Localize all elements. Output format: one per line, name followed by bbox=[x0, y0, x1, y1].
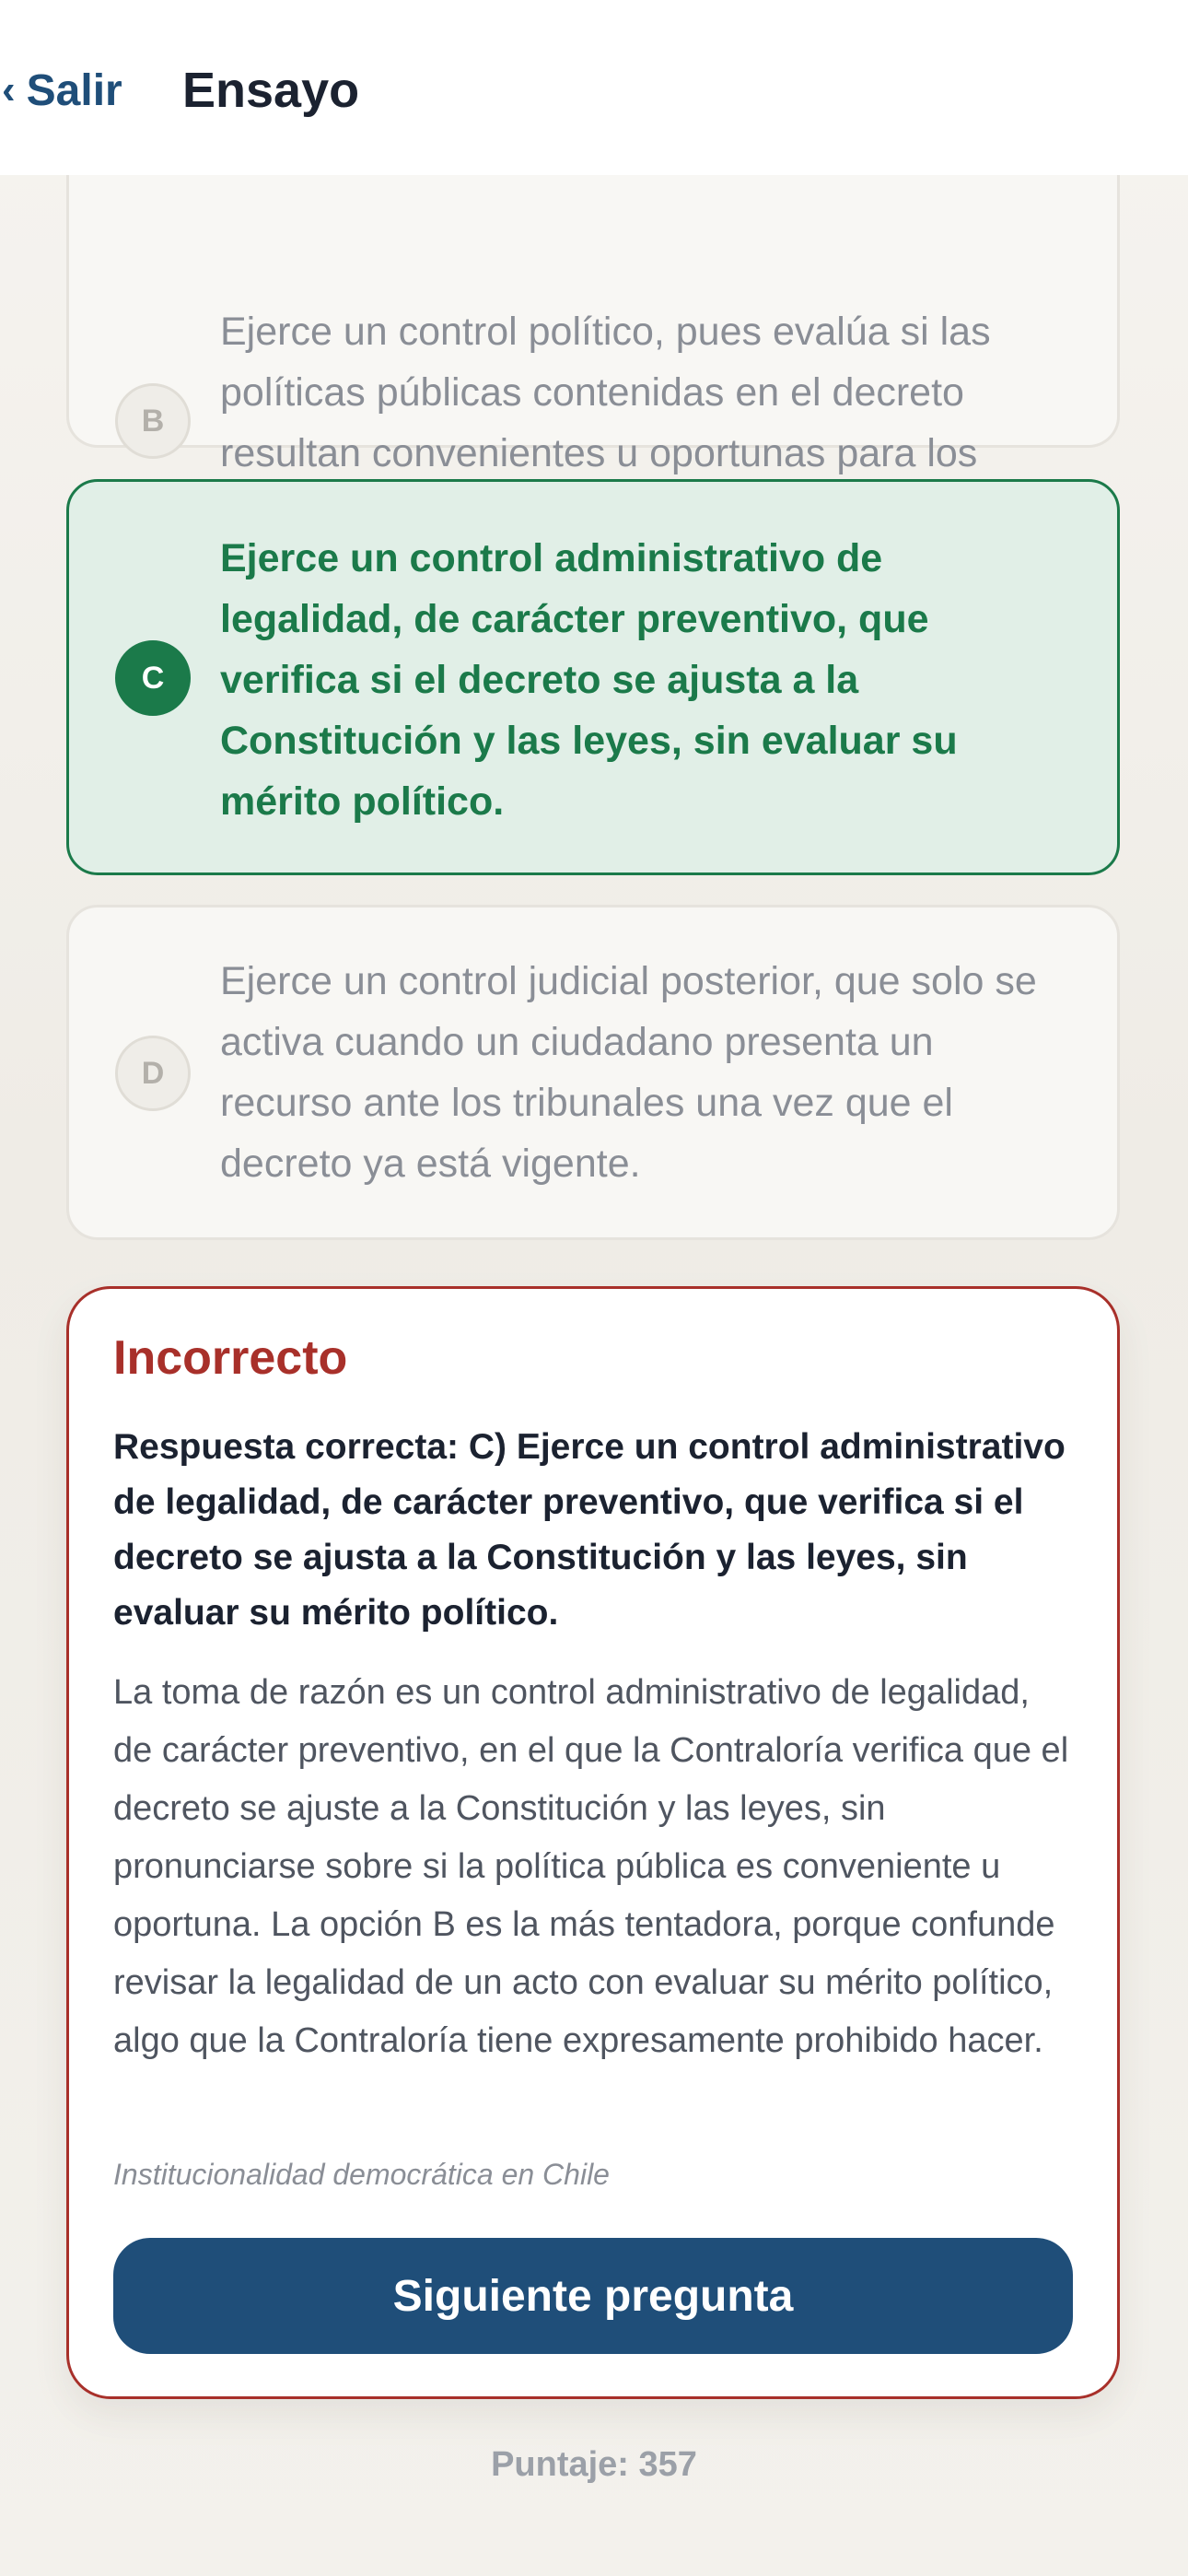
next-question-button[interactable]: Siguiente pregunta bbox=[113, 2238, 1073, 2354]
option-text: Ejerce un control judicial posterior, que solo se activa cuando un ciudadano presenta un recurso ante los tribunales una vez que el decreto ya está vigente. bbox=[220, 959, 1037, 1186]
option-letter-badge: C bbox=[115, 640, 191, 716]
answer-option-d[interactable] bbox=[66, 905, 1120, 1240]
exit-label: Salir bbox=[26, 65, 122, 115]
page-title: Ensayo bbox=[182, 63, 360, 118]
answer-option-c[interactable] bbox=[66, 479, 1120, 875]
explanation-text: La toma de razón es un control administrativo de legalidad, de carácter preventivo, en el que la Contraloría verifica que el decreto se ajuste a la Constitución y las leyes, sin pronunciarse sobre si la política pública es conveniente u oportuna. La opción B es la más tentadora, porque confunde revisar la legalidad de un acto con evaluar su mérito político, algo que la Contraloría tiene expresamente prohibido hacer. bbox=[113, 1673, 1069, 2060]
exit-button[interactable] bbox=[2, 61, 122, 120]
feedback-card bbox=[66, 1286, 1120, 2399]
option-letter-badge: B bbox=[115, 383, 191, 459]
option-text: Ejerce un control administrativo de legalidad, de carácter preventivo, que verifica si el decreto se ajusta a la Constitución y las leyes, sin evaluar su mérito político. bbox=[220, 536, 958, 824]
option-text: Ejerce un control político, pues evalúa si las políticas públicas contenidas en el decreto resultan convenientes u oportunas para los bbox=[220, 310, 991, 475]
correct-answer-text: Respuesta correcta: C) Ejerce un control administrativo de legalidad, de carácter preventivo, que verifica si el decreto se ajusta a la Constitución y las leyes, sin evaluar su mérito político. bbox=[113, 1427, 1066, 1633]
feedback-title: Incorrecto bbox=[113, 1331, 348, 1385]
answer-option-b[interactable] bbox=[66, 138, 1120, 475]
top-bar bbox=[0, 0, 1188, 175]
chevron-left-icon: ‹ bbox=[2, 67, 16, 112]
topic-label: Institucionalidad democrática en Chile bbox=[113, 2158, 610, 2191]
score-label: Puntaje: 357 bbox=[491, 2445, 697, 2484]
option-letter-badge: D bbox=[115, 1036, 191, 1111]
